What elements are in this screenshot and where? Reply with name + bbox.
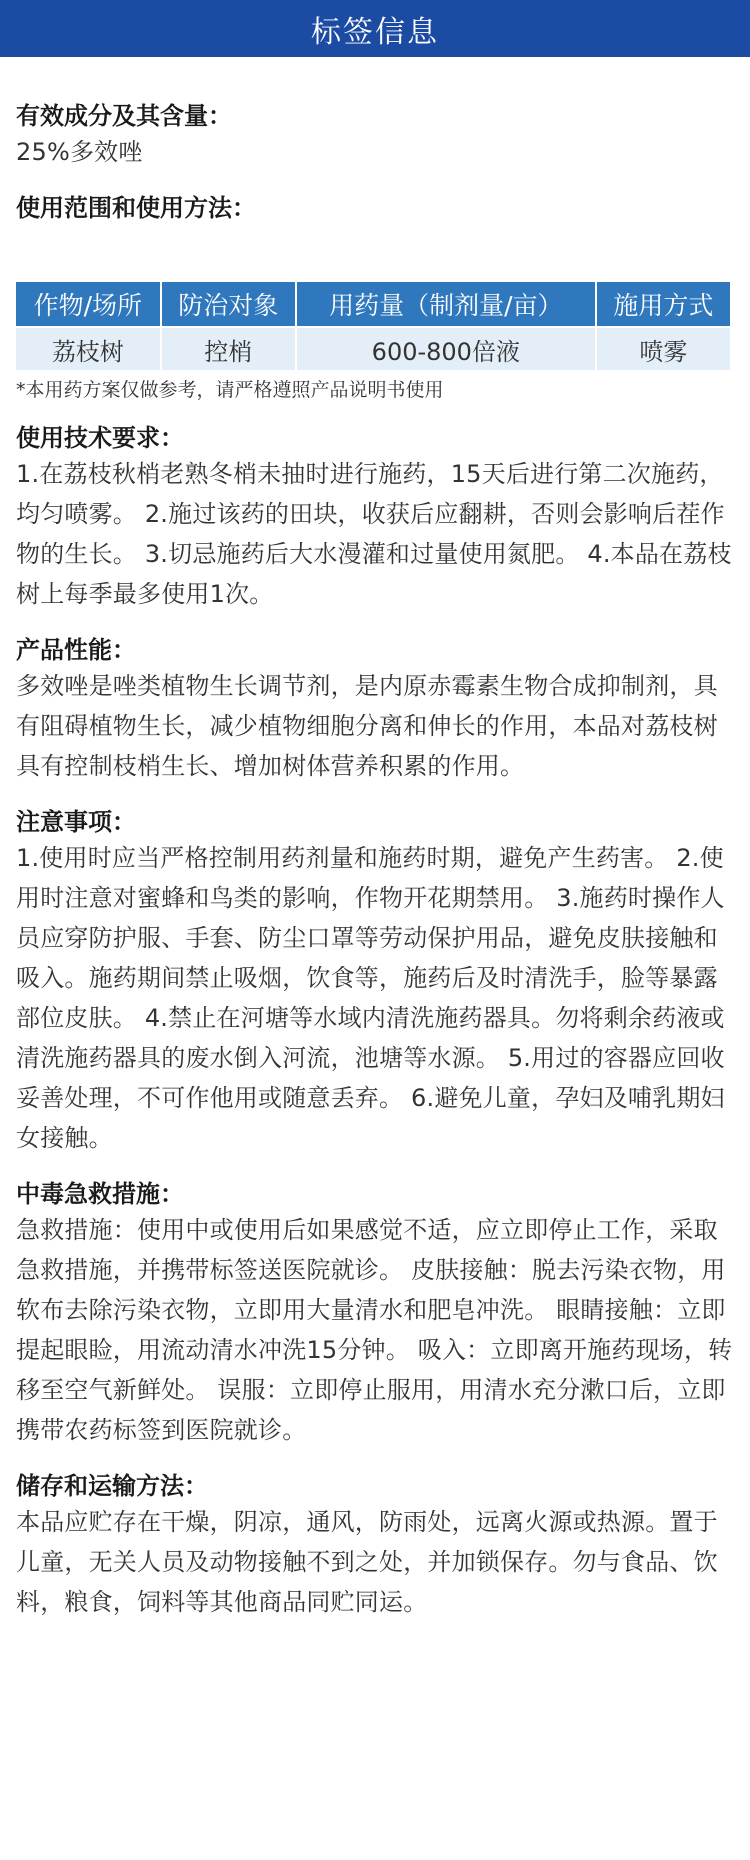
cell-target: 控梢 <box>162 328 295 370</box>
section-ingredients <box>16 100 736 172</box>
section-text-precautions: 1.使用时应当严格控制用药剂量和施药时期，避免产生药害。 2.使用时注意对蜜蜂和鸟类的影响，作物开花期禁用。 3.施药时操作人员应穿防护服、手套、防尘口罩等劳动保护用品，避免皮肤接触和吸入。施药期间禁止吸烟，饮食等，施药后及时清洗手，脸等暴露部位皮肤。 4.禁止在河塘等水域内清洗施药器具。勿将剩余药液或清洗施药器具的废水倒入河流，池塘等水源。 5.用过的容器应回收妥善处理，不可作他用或随意丢弃。 6.避免儿童，孕妇及哺乳期妇女接触。 <box>16 844 725 1152</box>
section-text-technical: 1.在荔枝秋梢老熟冬梢未抽时进行施药，15天后进行第二次施药，均匀喷雾。 2.施过该药的田块，收获后应翻耕，否则会影响后茬作物的生长。 3.切忌施药后大水漫灌和过量使用氮肥。 4.本品在荔枝树上每季最多使用1次。 <box>16 460 732 608</box>
cell-method: 喷雾 <box>597 328 730 370</box>
section-storage <box>16 1470 736 1622</box>
header-dosage: 用药量（制剂量/亩） <box>297 282 595 326</box>
usage-note: *本用药方案仅做参考，请严格遵照产品说明书使用 <box>16 379 444 401</box>
section-precautions <box>16 806 736 1158</box>
section-title-technical: 使用技术要求： <box>16 424 184 452</box>
section-text-performance: 多效唑是唑类植物生长调节剂，是内原赤霉素生物合成抑制剂，具有阻碍植物生长，减少植物细胞分离和伸长的作用，本品对荔枝树具有控制枝梢生长、增加树体营养积累的作用。 <box>16 672 718 780</box>
table-row <box>16 328 730 370</box>
section-title-precautions: 注意事项： <box>16 808 136 836</box>
section-first-aid <box>16 1178 736 1450</box>
header-target: 防治对象 <box>162 282 295 326</box>
usage-table-header-row <box>16 282 730 326</box>
section-usage <box>16 192 736 404</box>
section-text-first-aid: 急救措施：使用中或使用后如果感觉不适，应立即停止工作，采取急救措施，并携带标签送医院就诊。 皮肤接触：脱去污染衣物，用软布去除污染衣物，立即用大量清水和肥皂冲洗。 眼睛接触：立即提起眼睑，用流动清水冲洗15分钟。 吸入：立即离开施药现场，转移至空气新鲜处。 误服：立即停止服用，用清水充分漱口后，立即携带农药标签到医院就诊。 <box>16 1216 733 1444</box>
section-text-ingredients: 25%多效唑 <box>16 138 143 166</box>
cell-dosage: 600-800倍液 <box>297 328 595 370</box>
section-title-ingredients: 有效成分及其含量： <box>16 102 232 130</box>
section-title-performance: 产品性能： <box>16 636 136 664</box>
header-method: 施用方式 <box>597 282 730 326</box>
usage-table <box>14 280 732 372</box>
page-header <box>0 0 750 57</box>
section-title-storage: 储存和运输方法： <box>16 1472 208 1500</box>
section-performance <box>16 634 736 786</box>
header-crop: 作物/场所 <box>16 282 160 326</box>
section-title-usage: 使用范围和使用方法： <box>16 194 256 222</box>
page-title: 标签信息 <box>311 14 439 50</box>
section-text-storage: 本品应贮存在干燥，阴凉，通风，防雨处，远离火源或热源。置于儿童，无关人员及动物接触不到之处，并加锁保存。勿与食品、饮料，粮食，饲料等其他商品同贮同运。 <box>16 1508 718 1616</box>
section-title-first-aid: 中毒急救措施： <box>16 1180 184 1208</box>
cell-crop: 荔枝树 <box>16 328 160 370</box>
section-technical <box>16 422 736 614</box>
label-content <box>16 100 736 1642</box>
